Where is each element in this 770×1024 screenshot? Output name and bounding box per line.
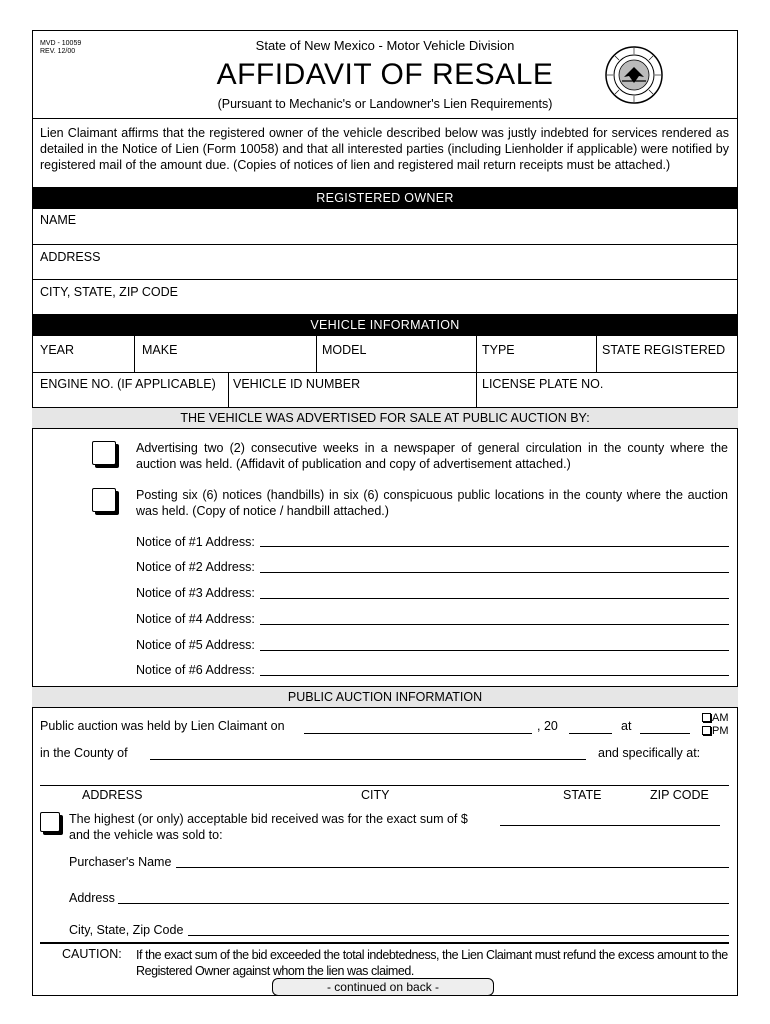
owner-address-label: ADDRESS <box>40 250 101 264</box>
header-divider <box>32 118 738 119</box>
handbill-option-text: Posting six (6) notices (handbills) in six (6) conspicuous public locations in the county where the auction was held. (Copy of notice / handbill attached.) <box>136 488 728 518</box>
pm-option[interactable] <box>702 725 729 737</box>
owner-city-label: CITY, STATE, ZIP CODE <box>40 285 178 299</box>
advertised-heading: THE VEHICLE WAS ADVERTISED FOR SALE AT PUBLIC AUCTION BY: <box>32 407 738 429</box>
auction-held-label: Public auction was held by Lien Claimant on <box>40 719 285 733</box>
am-checkbox-icon <box>702 713 711 722</box>
notice-1-label: Notice of #1 Address: <box>136 535 255 549</box>
bid-amount-line[interactable] <box>500 825 720 826</box>
row-divider <box>32 279 738 280</box>
vehicle-model-label: MODEL <box>322 343 367 357</box>
purchaser-city-label: City, State, Zip Code <box>69 923 184 937</box>
pm-label: PM <box>712 725 729 737</box>
state-registered-label: STATE REGISTERED <box>602 343 726 357</box>
auction-location-line[interactable] <box>40 785 729 786</box>
notice-6-line[interactable] <box>260 675 729 676</box>
county-label: in the County of <box>40 746 128 760</box>
city-column-label: CITY <box>361 788 390 802</box>
continued-on-back: - continued on back - <box>272 978 494 996</box>
am-label: AM <box>712 712 729 724</box>
owner-name-label: NAME <box>40 213 77 227</box>
specifically-label: and specifically at: <box>598 746 701 760</box>
vehicle-type-label: TYPE <box>482 343 515 357</box>
form-title: AFFIDAVIT OF RESALE <box>216 58 554 91</box>
notice-6-label: Notice of #6 Address: <box>136 663 255 677</box>
state-seal-icon <box>604 45 664 105</box>
intro-paragraph: Lien Claimant affirms that the registered owner of the vehicle described below was justly indebted for services rendered as detailed in the Notice of Lien (Form 10058) and that all interested parties (including Lienholder if applicable) were notified by registered mail of the amount due. (Copies of notices of lien and registered mail return receipts must be attached.) <box>40 126 729 172</box>
auction-date-line[interactable] <box>304 733 532 734</box>
engine-number-label: ENGINE NO. (IF APPLICABLE) <box>40 377 216 391</box>
purchaser-city-line[interactable] <box>188 935 729 936</box>
auction-at-label: at <box>621 719 632 733</box>
vehicle-id-label: VEHICLE ID NUMBER <box>233 377 361 391</box>
purchaser-name-label: Purchaser's Name <box>69 855 172 869</box>
row-divider <box>32 244 738 245</box>
newspaper-checkbox[interactable] <box>92 441 116 465</box>
bid-checkbox[interactable] <box>40 812 60 832</box>
notice-1-line[interactable] <box>260 546 729 547</box>
vehicle-year-label: YEAR <box>40 343 75 357</box>
row-divider <box>32 372 738 373</box>
zip-column-label: ZIP CODE <box>650 788 709 802</box>
address-column-label: ADDRESS <box>82 788 143 802</box>
auction-time-line[interactable] <box>640 733 690 734</box>
form-revision: REV. 12/00 <box>40 48 76 55</box>
county-line[interactable] <box>150 759 586 760</box>
registered-owner-heading: REGISTERED OWNER <box>32 187 738 209</box>
handbill-checkbox[interactable] <box>92 488 116 512</box>
purchaser-address-label: Address <box>69 891 115 905</box>
col-divider <box>228 372 229 408</box>
sold-to-text: and the vehicle was sold to: <box>69 828 223 842</box>
vehicle-info-heading: VEHICLE INFORMATION <box>32 314 738 336</box>
caution-divider <box>40 942 729 944</box>
auction-heading: PUBLIC AUCTION INFORMATION <box>32 686 738 708</box>
notice-4-line[interactable] <box>260 624 729 625</box>
state-column-label: STATE <box>563 788 602 802</box>
caution-text: If the exact sum of the bid exceeded the total indebtedness, the Lien Claimant must refund the excess amount to the Registered Owner against whom the lien was claimed. <box>136 948 728 978</box>
form-subtitle: (Pursuant to Mechanic's or Landowner's Lien Requirements) <box>217 97 553 111</box>
notice-2-label: Notice of #2 Address: <box>136 560 255 574</box>
form-number: MVD - 10059 <box>40 40 82 47</box>
col-divider <box>134 336 135 372</box>
notice-5-label: Notice of #5 Address: <box>136 638 255 652</box>
am-option[interactable] <box>702 712 729 724</box>
year-prefix-label: , 20 <box>537 719 558 733</box>
notice-3-label: Notice of #3 Address: <box>136 586 255 600</box>
newspaper-option-text: Advertising two (2) consecutive weeks in a newspaper of general circulation in the county where the auction was held. (Affidavit of publication and copy of advertisement attached.) <box>136 441 728 471</box>
bid-text: The highest (or only) acceptable bid received was for the exact sum of $ <box>69 812 468 826</box>
col-divider <box>316 336 317 372</box>
auction-year-line[interactable] <box>569 733 612 734</box>
notice-4-label: Notice of #4 Address: <box>136 612 255 626</box>
pm-checkbox-icon <box>702 726 711 735</box>
notice-5-line[interactable] <box>260 650 729 651</box>
license-plate-label: LICENSE PLATE NO. <box>482 377 604 391</box>
notice-3-line[interactable] <box>260 598 729 599</box>
vehicle-make-label: MAKE <box>142 343 178 357</box>
agency-name: State of New Mexico - Motor Vehicle Division <box>255 38 515 53</box>
col-divider <box>596 336 597 372</box>
notice-2-line[interactable] <box>260 572 729 573</box>
purchaser-name-line[interactable] <box>176 867 729 868</box>
purchaser-address-line[interactable] <box>118 903 729 904</box>
caution-label: CAUTION: <box>62 947 122 961</box>
